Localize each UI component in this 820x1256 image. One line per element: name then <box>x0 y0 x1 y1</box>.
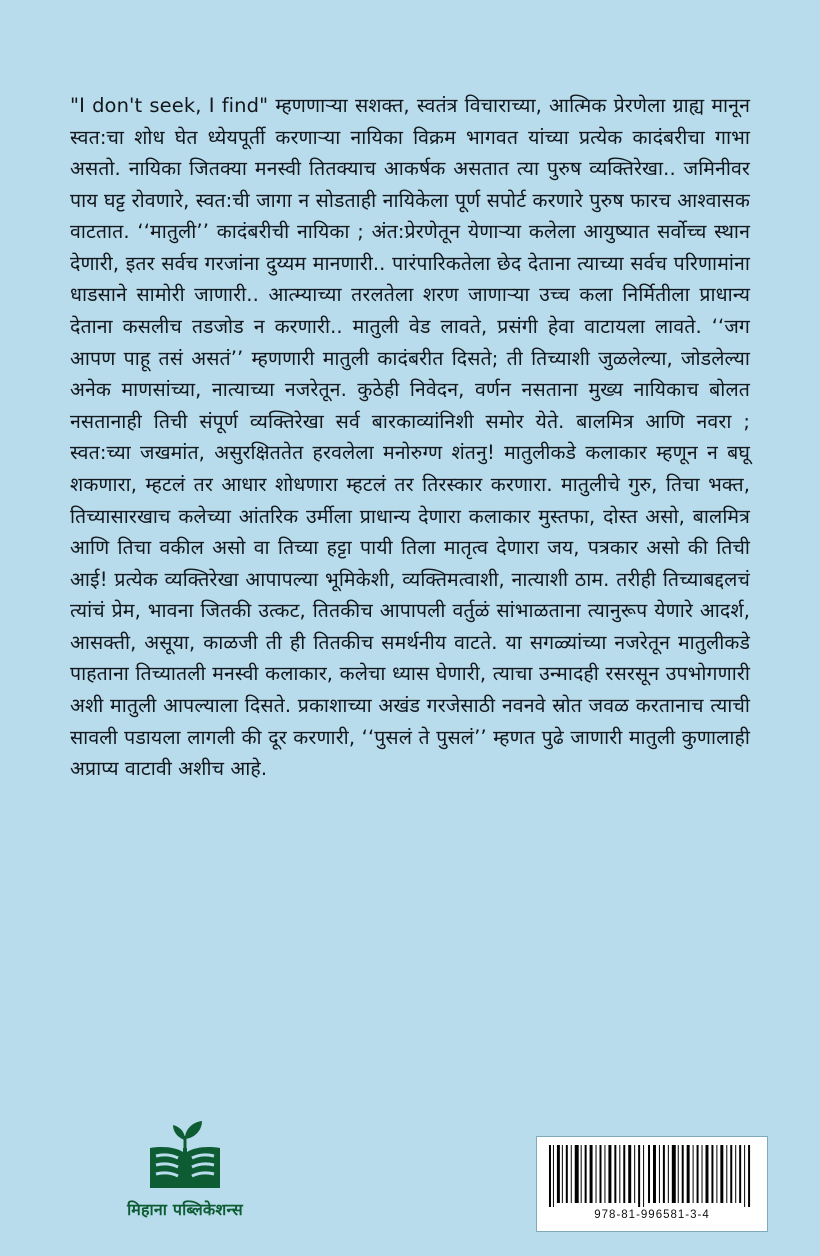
isbn-number: 978-81-996581-3-4 <box>594 1209 710 1221</box>
publisher-name: मिहाना पब्लिकेशन्स <box>127 1200 243 1219</box>
publisher-block <box>70 1118 300 1220</box>
back-cover-blurb: "I don't seek, I find" म्हणणाऱ्या सशक्त, स्वतंत्र विचाराच्या, आत्मिक प्रेरणेला ग्राह्य मानून स्वत:चा शोध घेत ध्येयपूर्ती करणाऱ्या नायिका विक्रम भागवत यांच्या प्रत्येक कादंबरीचा गाभा असतो. नायिका जितक्या मनस्वी तितक्याच आकर्षक असतात त्या पुरुष व्यक्तिरेखा.. जमिनीवर पाय घट्ट रोवणारे, स्वत:ची जागा न सोडताही नायिकेला पूर्ण सपोर्ट करणारे पुरुष फारच आश्वासक वाटतात. ‘‘मातुली’’ कादंबरीची नायिका ; अंत:प्रेरणेतून येणाऱ्या कलेला आयुष्यात सर्वोच्च स्थान देणारी, इतर सर्वच गरजांना दुय्यम मानणारी.. पारंपारिकतेला छेद देताना त्याच्या सर्वच परिणामांना धाडसाने सामोरी जाणारी.. आत्म्याच्या तरलतेला शरण जाणाऱ्या उच्च कला निर्मितीला प्राधान्य देताना कसलीच तडजोड न करणारी.. मातुली वेड लावते, प्रसंगी हेवा वाटायला लावते. ‘‘जग आपण पाहू तसं असतं’’ म्हणणारी मातुली कादंबरीत दिसते; ती तिच्याशी जुळलेल्या, जोडलेल्या अनेक माणसांच्या, नात्याच्या नजरेतून. कुठेही निवेदन, वर्णन नसताना मुख्य नायिकाच बोलत नसतानाही तिची संपूर्ण व्यक्तिरेखा सर्व बारकाव्यांनिशी समोर येते. बालमित्र आणि नवरा ; स्वत:च्या जखमांत, असुरक्षिततेत हरवलेला मनोरुग्ण शंतनु! मातुलीकडे कलाकार म्हणून न बघू शकणारा, म्हटलं तर आधार शोधणारा म्हटलं तर तिरस्कार करणारा. मातुलीचे गुरु, तिचा भक्त, तिच्यासारखाच कलेच्या आंतरिक उर्मीला प्राधान्य देणारा कलाकार मुस्तफा, दोस्त असो, बालमित्र आणि तिचा वकील असो वा तिच्या हट्टा पायी तिला मातृत्व देणारा जय, पत्रकार असो की तिची आई! प्रत्येक व्यक्तिरेखा आपापल्या भूमिकेशी, व्यक्तिमत्वाशी, नात्याशी ठाम. तरीही तिच्याबद्दलचं त्यांचं प्रेम, भावना जितकी उत्कट, तितकीच आपापली वर्तुळं सांभाळताना त्यानुरूप येणारे आदर्श, आसक्ती, असूया, काळजी ती ही तितकीच समर्थनीय वाटते. या सगळ्यांच्या नजरेतून मातुलीकडे पाहताना तिच्यातली मनस्वी कलाकार, कलेचा ध्यास घेणारी, त्याचा उन्मादही रसरसून उपभोगणारी अशी मातुली आपल्याला दिसते. प्रकाशाच्या अखंड गरजेसाठी नवनवे स्रोत जवळ करतानाच त्याची सावली पडायला लागली की दूर करणारी, ‘‘पुसलं ते पुसलं’’ म्हणत पुढे जाणारी मातुली कुणालाही अप्राप्य वाटावी अशीच आहे. <box>70 94 757 781</box>
open-book-with-leaf-icon <box>142 1118 228 1192</box>
barcode-block <box>536 1136 768 1232</box>
back-cover-footer <box>0 1076 820 1256</box>
barcode-icon <box>547 1145 757 1207</box>
